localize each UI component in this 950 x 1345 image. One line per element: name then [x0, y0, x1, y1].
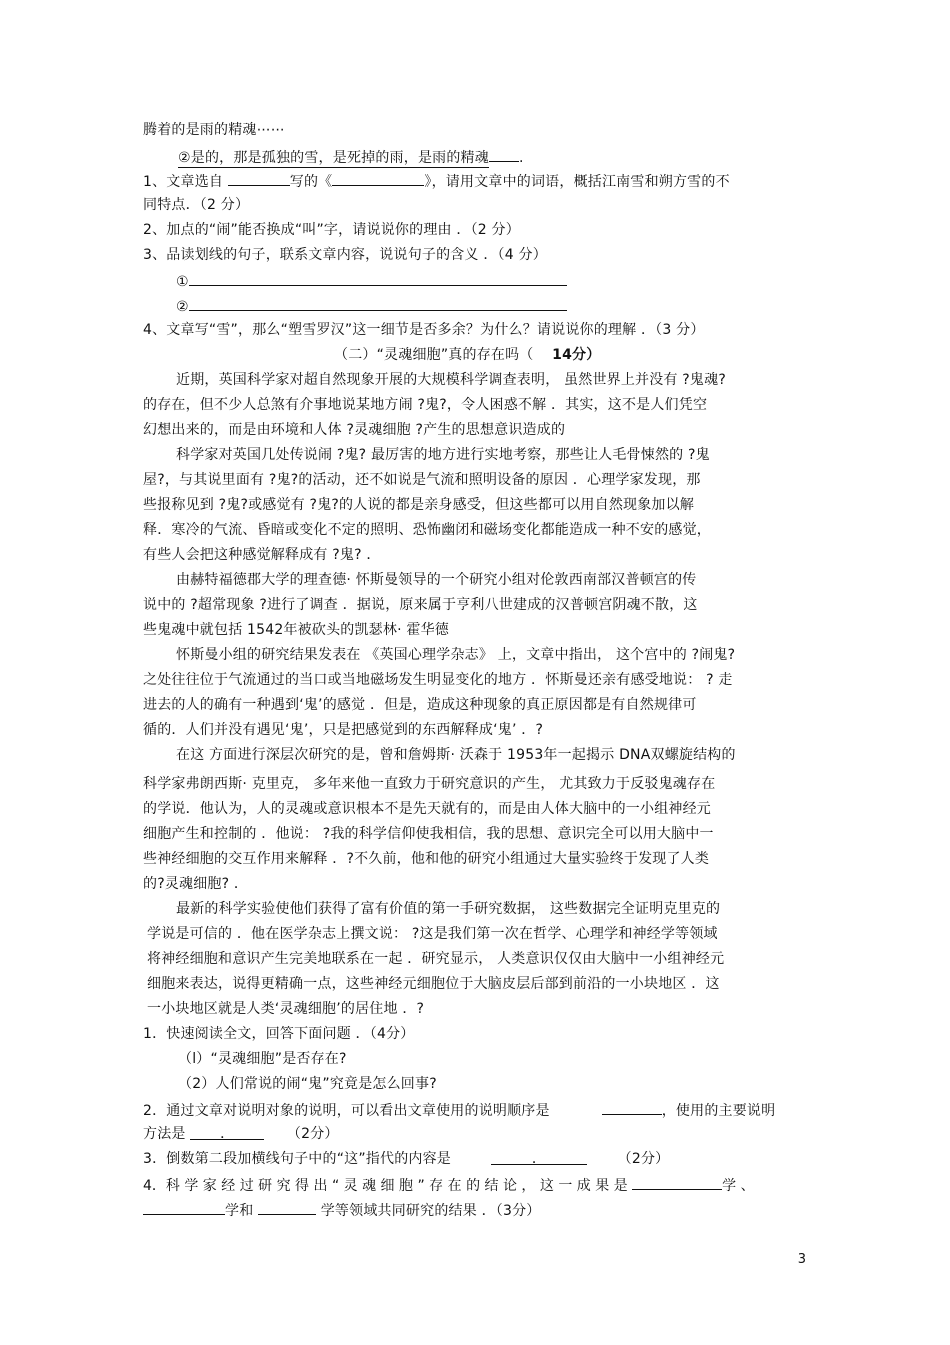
paragraph-line: 科学家对英国几处传说闹 ?鬼? 最厉害的地方进行实地考察，那些让人毛骨悚然的 ?鬼 [176, 447, 710, 463]
question-3: 3、品读划线的句子，联系文章内容，说说句子的含义 ．（4 分） [143, 247, 547, 263]
underlined-sentence: ②是的，那是孤独的雪，是死掉的雨，是雨的精魂 [178, 150, 489, 166]
answer-blank: ． [491, 1150, 587, 1165]
paragraph-line: 近期，英国科学家对超自然现象开展的大规模科学调查表明， 虽然世界上并没有 ?鬼魂? [176, 372, 726, 388]
answer-blank [189, 296, 567, 311]
text-line: 方法是 ． （2分） [143, 1126, 339, 1142]
paragraph-line: 由赫特福德郡大学的理查德· 怀斯曼领导的一个研究小组对伦敦西南部汉普顿宫的传 [176, 572, 697, 588]
paragraph-line: 学说是可信的 ．他在医学杂志上撰文说： ?这是我们第一次在哲学、心理学和神经学等领域 [147, 926, 718, 942]
paragraph-line: 循的．人们并没有遇见‘鬼’，只是把感觉到的东西解释成‘鬼’ ．? [143, 722, 544, 738]
answer-line-2: ② [176, 296, 567, 316]
paragraph-line: 的学说．他认为，人的灵魂或意识根本不是先天就有的，而是由人体大脑中的一小组神经元 [143, 801, 711, 817]
question-2-b: 2．通过文章对说明对象的说明，可以看出文章使用的说明顺序是 ，使用的主要说明 [143, 1100, 775, 1120]
answer-blank [602, 1100, 662, 1115]
sub-question: （2）人们常说的闹“鬼”究竟是怎么回事? [178, 1076, 437, 1092]
answer-blank [189, 271, 567, 286]
paragraph-line: 有些人会把这种感觉解释成有 ?鬼? ． [143, 547, 381, 563]
paragraph-line: 科学家弗朗西斯· 克里克， 多年来他一直致力于研究意识的产生， 尤其致力于反驳鬼魂存在 [143, 776, 716, 792]
paragraph-line: 在这 方面进行深层次研究的是，曾和詹姆斯· 沃森于 1953年一起揭示 DNA双螺旋结构的 [176, 747, 736, 763]
answer-blank [143, 1200, 225, 1215]
text-line: 腾着的是雨的精魂⋯⋯ [143, 122, 285, 138]
paragraph-line: 些神经细胞的交互作用来解释 ．?不久前，他和他的研究小组通过大量实验终于发现了人类 [143, 851, 710, 867]
answer-blank [332, 171, 424, 186]
answer-blank: ． [190, 1125, 264, 1140]
paragraph-line: 些鬼魂中就包括 1542年被砍头的凯瑟林· 霍华德 [143, 622, 449, 638]
question-3-b: 3．倒数第二段加横线句子中的“这”指代的内容是 ． （2分） [143, 1151, 670, 1167]
paragraph-line: 些报称见到 ?鬼?或感觉有 ?鬼?的人说的都是亲身感受，但这些都可以用自然现象加以解 [143, 497, 695, 513]
section-heading: （二）“灵魂细胞”真的存在吗（ 14分） [334, 347, 601, 363]
question-1: 1、文章选自 写的《 》，请用文章中的词语，概括江南雪和朔方雪的不 [143, 171, 730, 191]
paragraph-line: 屋?，与其说里面有 ?鬼?的活动，还不如说是气流和照明设备的原因 ．心理学家发现，那 [143, 472, 701, 488]
answer-blank [258, 1200, 316, 1215]
paragraph-line: 释．寒冷的气流、昏暗或变化不定的照明、恐怖幽闭和磁场变化都能造成一种不安的感觉， [143, 522, 711, 538]
answer-blank [228, 171, 290, 186]
question-4: 4、文章写“雪”，那么“塑雪罗汉”这一细节是否多余？为什么？请说说你的理解 ．（3 分） [143, 322, 705, 338]
paragraph-line: 将神经细胞和意识产生完美地联系在一起 ．研究显示， 人类意识仅仅由大脑中一小组神经元 [147, 951, 725, 967]
text-line: 同特点．（2 分） [143, 197, 250, 213]
question-4-b: 4．科 学 家 经 过 研 究 得 出 “ 灵 魂 细 胞 ” 存 在 的 结 论 ， 这 一 成 果 是 学 、 [143, 1175, 755, 1195]
text-line: 学和 学等领域共同研究的结果 ．（3分） [143, 1200, 540, 1220]
paragraph-line: 细胞来表达，说得更精确一点，这些神经元细胞位于大脑皮层后部到前沿的一小块地区 ．这 [147, 976, 720, 992]
text-line: ②是的，那是孤独的雪，是死掉的雨，是雨的精魂 . [178, 147, 524, 168]
paragraph-line: 怀斯曼小组的研究结果发表在 《英国心理学杂志》 上，文章中指出， 这个宫中的 ?闹鬼? [176, 647, 736, 663]
paragraph-line: 的?灵魂细胞? ． [143, 876, 249, 892]
paragraph-line: 细胞产生和控制的 ．他说： ?我的科学信仰使我相信，我的思想、意识完全可以用大脑中一 [143, 826, 714, 842]
paragraph-line: 进去的人的确有一种遇到‘鬼’的感觉 ．但是，造成这种现象的真正原因都是有自然规律可 [143, 697, 697, 713]
answer-blank [632, 1175, 722, 1190]
paragraph-line: 最新的科学实验使他们获得了富有价值的第一手研究数据， 这些数据完全证明克里克的 [176, 901, 721, 917]
paragraph-line: 的存在，但不少人总煞有介事地说某地方闹 ?鬼?，令人困惑不解 ．其实，这不是人们凭空 [143, 397, 708, 413]
sub-question: （l）“灵魂细胞”是否存在? [178, 1051, 347, 1067]
paragraph-line: 说中的 ?超常现象 ?进行了调查 ．据说，原来属于亨利八世建成的汉普顿宫阴魂不散，这 [143, 597, 698, 613]
answer-line-1: ① [176, 271, 567, 291]
paragraph-line: 一小块地区就是人类‘灵魂细胞’的居住地 ．? [147, 1001, 425, 1017]
paragraph-line: 之处往往位于气流通过的当口或当地磁场发生明显变化的地方 ．怀斯曼还亲有感受地说： ? 走 [143, 672, 733, 688]
page-number: 3 [797, 1252, 806, 1267]
paragraph-line: 幻想出来的，而是由环境和人体 ?灵魂细胞 ?产生的思想意识造成的 [143, 422, 566, 438]
underline-blank [489, 147, 519, 162]
question-2: 2、加点的“闹”能否换成“叫”字，请说说你的理由 ．（2 分） [143, 222, 520, 238]
question-1-b: 1．快速阅读全文，回答下面问题 ．（4分） [143, 1026, 415, 1042]
